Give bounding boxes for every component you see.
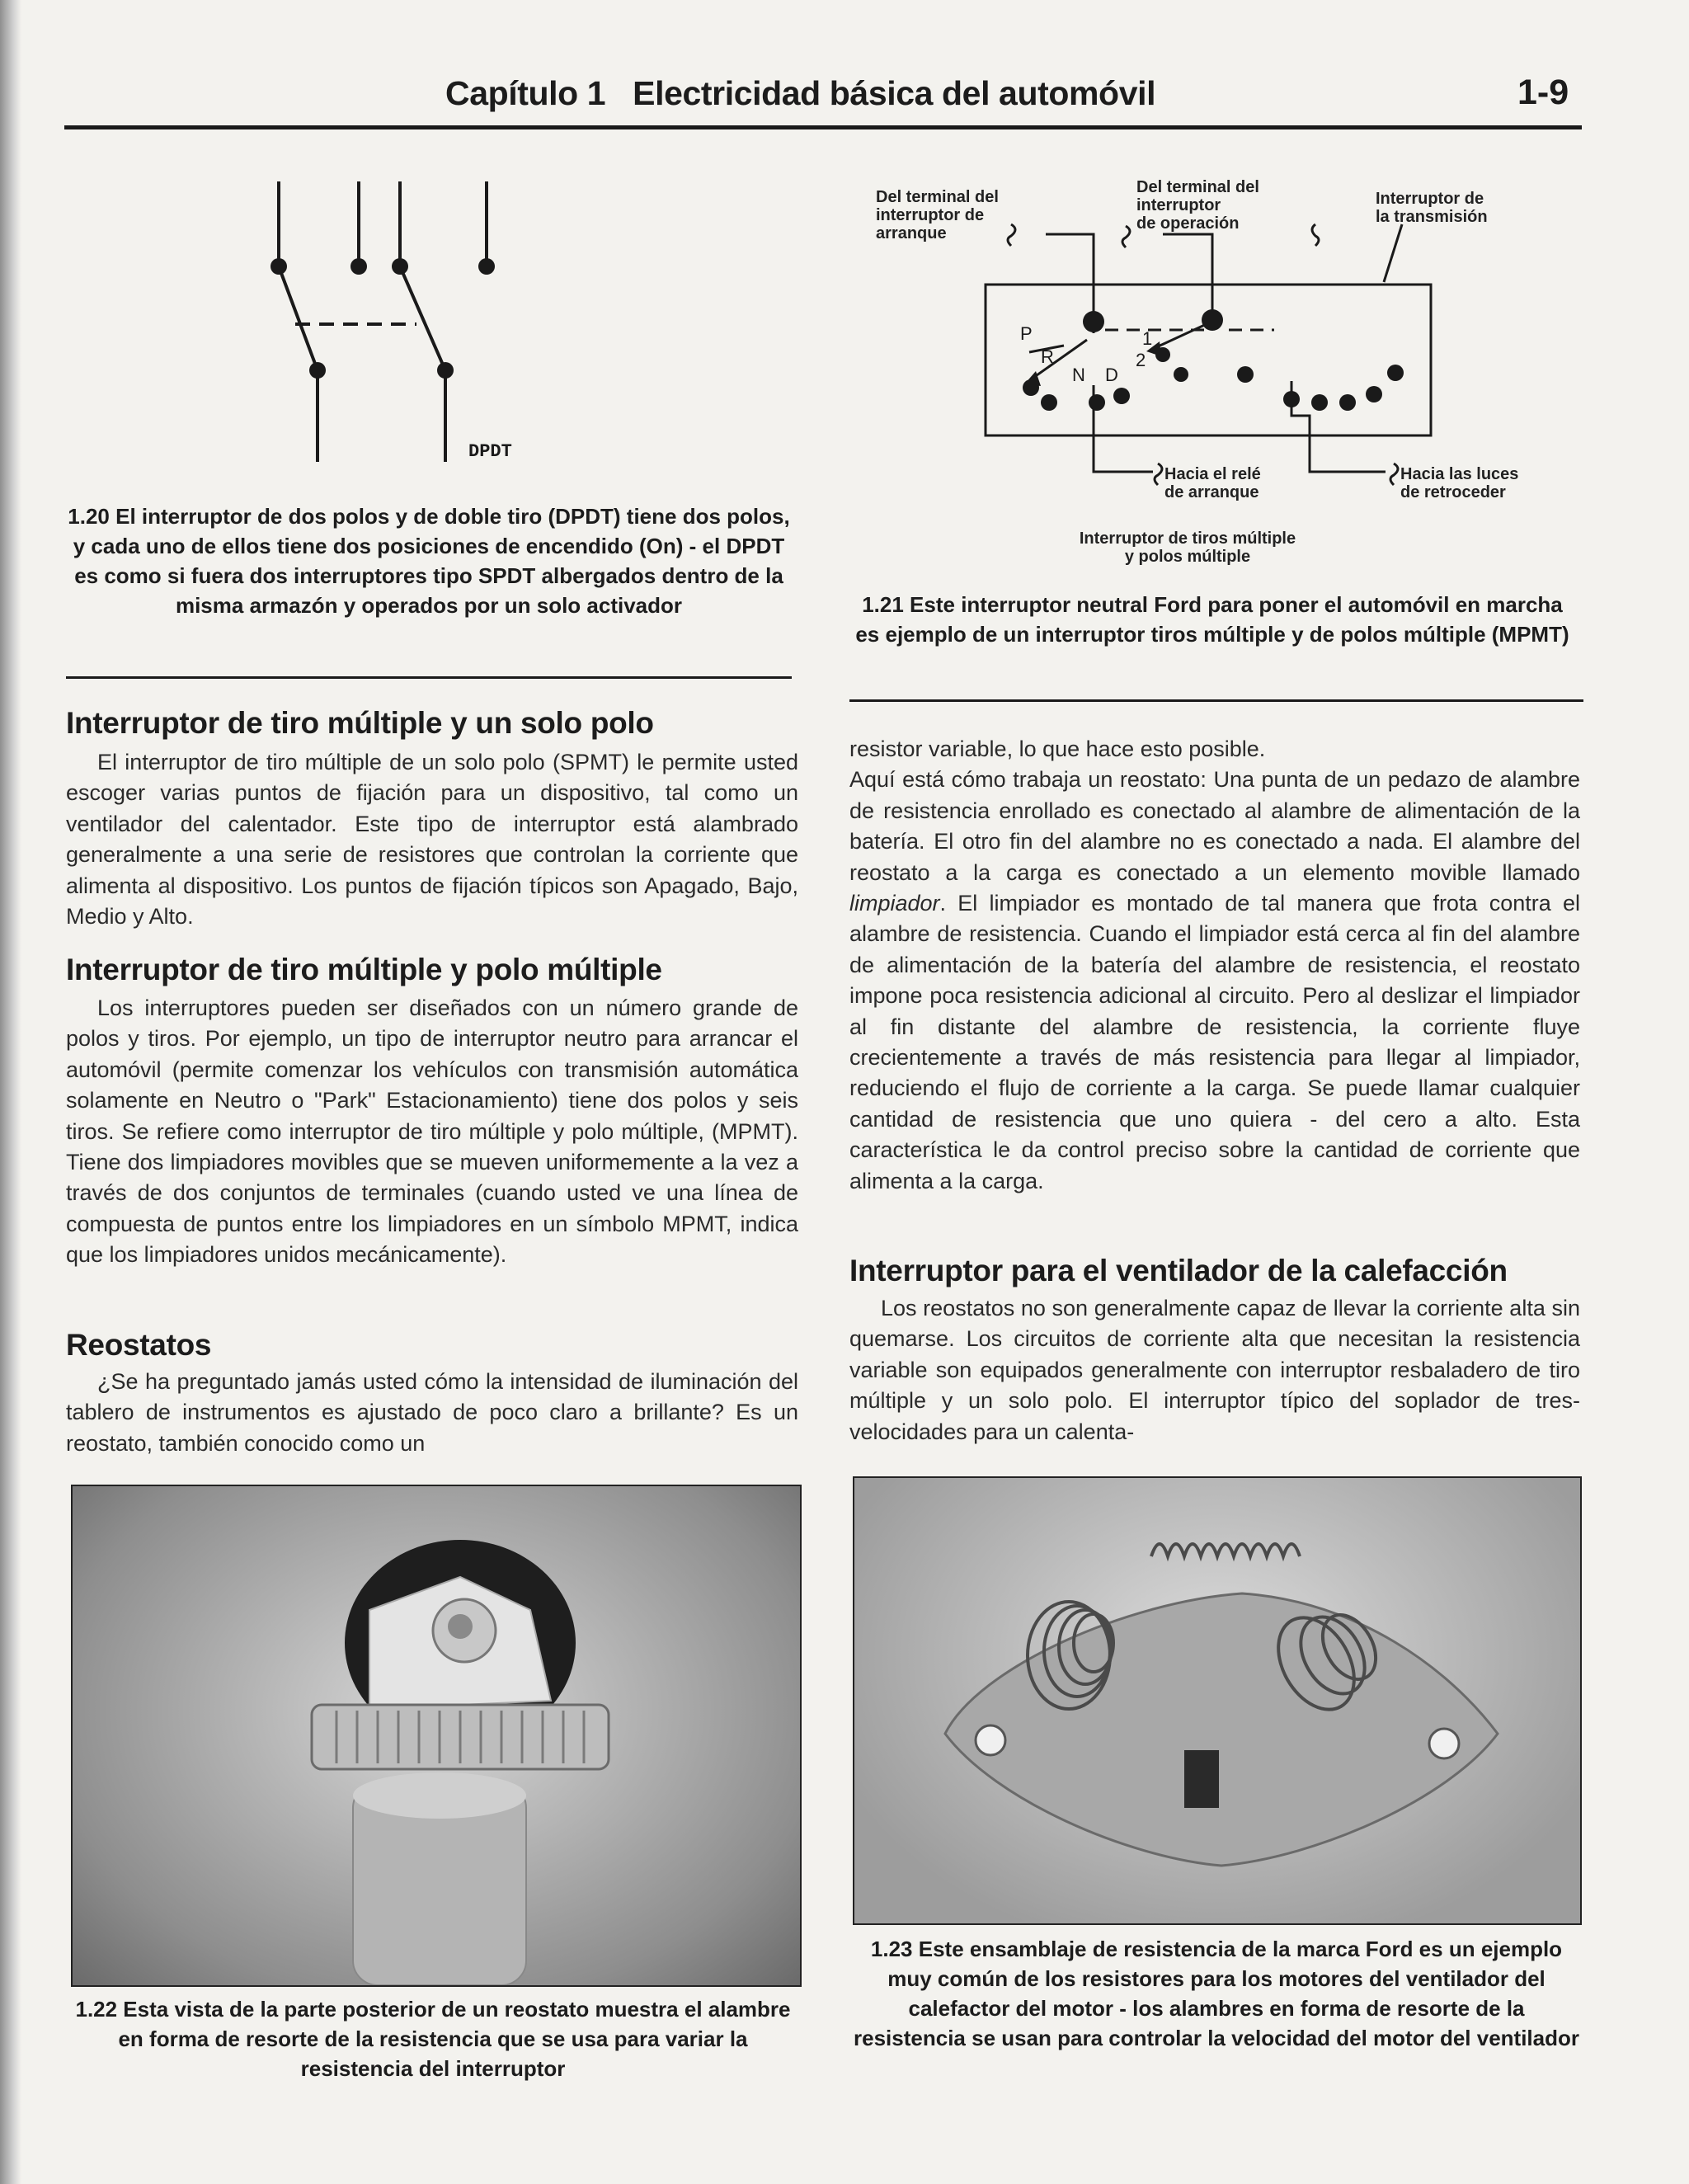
header-rule [64, 125, 1582, 129]
page-number: 1-9 [1517, 73, 1569, 112]
resistor-illustration [854, 1478, 1580, 1923]
chapter-number: Capítulo 1 [445, 74, 606, 112]
label-transmision: Interruptor de la transmisión [1376, 190, 1488, 226]
label-arranque: Del terminal del interruptor de arranque [876, 188, 999, 242]
page-binding-shadow [0, 0, 21, 2184]
label-operacion: Del terminal del interruptor de operación [1136, 178, 1259, 233]
chapter-title: Electricidad básica del automóvil [633, 74, 1156, 112]
spmt-paragraph [66, 747, 798, 932]
spmt-text: El interruptor de tiro múltiple de un solo polo (SPMT) le permite usted escoger varias puntos de fijación para un dispositivo, tal como un ventilador del calentador. Este tipo de interruptor está alambrado generalmente a una serie de resistores que controlan la corriente que alimenta al dispositivo. Los puntos de fijación típicos son Apagado, Bajo, Medio y Alto. [66, 750, 798, 930]
heading-reostatos: Reostatos [66, 1328, 212, 1362]
reostatos-paragraph [66, 1367, 798, 1459]
heading-ventilador: Interruptor para el ventilador de la calefacción [849, 1254, 1508, 1287]
position-2: 2 [1136, 350, 1146, 370]
ventilador-paragraph [849, 1293, 1580, 1447]
figure-1-23-caption: 1.23 Este ensamblaje de resistencia de la marca Ford es un ejemplo muy común de los resistores para los motores del ventilador del calefactor del motor - los alambres en forma de resorte de la resistencia se usan para controlar la velocidad del motor del ventilador [854, 1937, 1579, 2050]
mpmt-text: Los interruptores pueden ser diseñados con un número grande de polos y tiros. Por ejemplo, un tipo de interruptor neutro para arrancar el automóvil (permite comenzar los vehículos con transmisión automática solamente en Neutro o "Park" Estacionamiento) tiene dos polos y seis tiros. Se refiere como interruptor de tiro múltiple y polo múltiple, (MPMT). Tiene dos limpiadores movibles que se mueven uniformemente a la vez a través de dos conjuntos de terminales (cuando usted ve una línea de compuesta de puntos entre los limpiadores en un símbolo MPMT, indica que los limpiadores unidos mecánicamente). [66, 996, 798, 1268]
ventilador-text: Los reostatos no son generalmente capaz de llevar la corriente alta sin quemarse. Los circuitos de corriente alta que necesitan la resistencia variable son equipados generalmente con interruptor resbaladero de tiro múltiple y un solo polo. El interruptor típico del soplador de tres-velocidades para un calenta- [849, 1296, 1580, 1444]
position-p: P [1020, 323, 1033, 344]
label-mpmt: Interruptor de tiros múltiple y polos múltiple [1079, 530, 1296, 566]
position-d: D [1105, 365, 1118, 385]
right-p2-em: limpiador [849, 891, 940, 916]
label-rele: Hacia el relé de arranque [1164, 465, 1261, 501]
position-r: R [1041, 346, 1054, 367]
section-rule-right [849, 699, 1583, 702]
right-p1: resistor variable, lo que hace esto posible. [849, 737, 1266, 761]
dpdt-label: DPDT [468, 441, 512, 462]
right-p2-a: Aquí está cómo trabaja un reostato: Una punta de un pedazo de alambre de resistencia enrollado es conectado al alambre de alimentación de la batería. El otro fin del alambre no es conectado a nada. El alambre del reostato a la carga es conectado a un elemento movible llamado [849, 767, 1580, 885]
label-luces: Hacia las luces de retroceder [1400, 465, 1519, 501]
chapter-header [445, 74, 1155, 113]
heading-mpmt: Interruptor de tiro múltiple y polo múltiple [66, 953, 662, 986]
photo-blower-resistor [853, 1476, 1582, 1925]
heading-spmt: Interruptor de tiro múltiple y un solo polo [66, 706, 654, 740]
figure-1-22-caption: 1.22 Esta vista de la parte posterior de un reostato muestra el alambre en forma de resorte de la resistencia que se usa para variar la resistencia del interruptor [75, 1997, 791, 2081]
dpdt-diagram [247, 169, 577, 466]
mpmt-paragraph [66, 993, 798, 1271]
position-1: 1 [1142, 328, 1153, 349]
right-p2-b: . El limpiador es montado de tal manera que frota contra el alambre de resistencia. Cuando el limpiador está cerca al fin del alambre de alimentación de la batería del alambre de resistencia, el reostato impone poca resistencia adicional al circuito. Pero al deslizar el limpiador al fin distante del alambre de resistencia, la corriente fluye crecientemente a través de más resistencia para llegar al limpiador, reduciendo el flujo de corriente a la carga. Se puede llamar cualquier cantidad de resistencia que uno quiera - del cero a alto. Esta característica le da control preciso sobre la cantidad de corriente que alimenta a la carga. [849, 891, 1580, 1193]
figure-1-20-caption: 1.20 El interruptor de dos polos y de doble tiro (DPDT) tiene dos polos, y cada uno de ellos tiene dos posiciones de encendido (On) - el DPDT es como si fuera dos interruptores tipo SPDT albergados dentro de la misma armazón y operados por un solo activador [68, 504, 790, 618]
reostatos-text: ¿Se ha preguntado jamás usted cómo la intensidad de iluminación del tablero de instrumentos es ajustado de poco claro a brillante? Es un reostato, también conocido como un [66, 1369, 798, 1456]
figure-1-21-caption: 1.21 Este interruptor neutral Ford para poner el automóvil en marcha es ejemplo de un interruptor tiros múltiple y de polos múltiple (MPMT) [855, 592, 1569, 647]
position-n: N [1072, 365, 1085, 385]
rheostat-illustration [73, 1486, 800, 1985]
reostato-explanation [849, 734, 1580, 1197]
section-rule-left [66, 676, 792, 679]
photo-rheostat [71, 1485, 802, 1987]
